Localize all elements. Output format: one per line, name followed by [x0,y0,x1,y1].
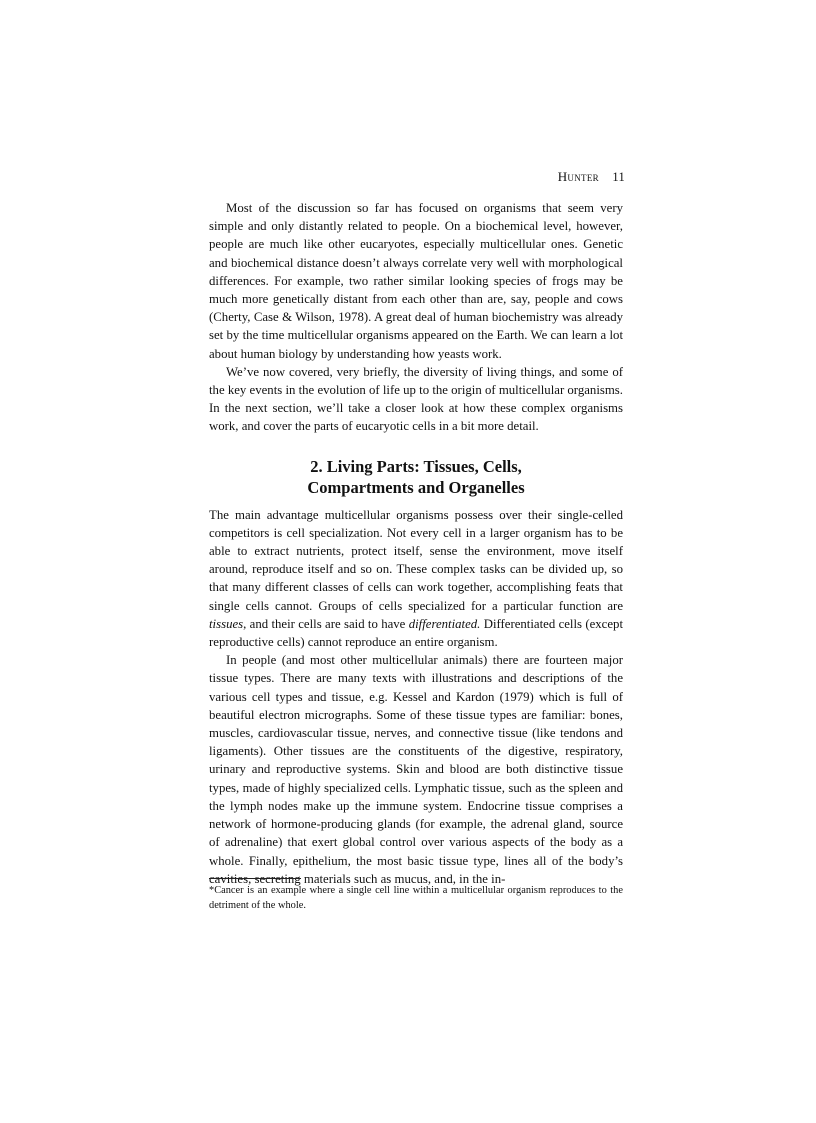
section-paragraph-1-part-a: The main advantage multicellular organisms possess over their single-celled competitors is cell specialization. Not every cell in a larger organism has to be able to extract nutrients, protect itself, sense the environment, move itself around, reproduce itself and so on. These complex tasks can be divided up, so that many different classes of cells can work together, accomplishing feats that single cells cannot. Groups of cells specialized for a particular function are [209,507,623,613]
section-heading-line-2: Compartments and Organelles [307,477,525,497]
running-head-author: Hunter [557,169,599,184]
section-paragraph-1 [209,506,623,652]
section-paragraph-1-part-c: Differentiated cells (except reproductive cells) cannot reproduce an entire organism. [209,616,623,650]
section-heading [209,456,623,498]
page-number: 11 [612,170,625,184]
section-paragraph-2: In people (and most other multicellular animals) there are fourteen major tissue types. There are many texts with illustrations and descriptions of the various cell types and tissue, e.g. Kessel and Kardon (1979) which is full of beautiful electron micrographs. Some of these tissue types are familiar: bones, muscles, cardiovascular tissue, nerves, and connective tissue (like tendons and ligaments). Other tissues are the constituents of the digestive, respiratory, urinary and reproductive systems. Skin and blood are both distinctive tissue types, made of highly specialized cells. Lymphatic tissue, such as the spleen and the lymph nodes make up the immune system. Endocrine tissue comprises a network of hormone-producing glands (for example, the adrenal gland, source of adrenaline) that exert global control over various aspects of the body as a whole. Finally, epithelium, the most basic tissue type, lines all of the body’s cavities, secreting materials such as mucus, and, in the in- [209,653,623,886]
section-paragraph-1-part-b: , and their cells are said to have [243,616,409,631]
section-heading-line-1: 2. Living Parts: Tissues, Cells, [310,456,522,476]
footnote: *Cancer is an example where a single cell line within a multicellular organism reproduces to the detriment of the whole. [209,885,623,911]
term-tissues: tissues [209,616,244,631]
body-text [209,199,623,888]
term-differentiated: differentiated. [408,616,481,631]
footnote-rule [209,878,301,879]
running-head [558,169,625,185]
intro-paragraph-1: Most of the discussion so far has focused on organisms that seem very simple and only distantly related to people. On a biochemical level, however, people are much like other eucaryotes, especially multicellular ones. Genetic and biochemical distance doesn’t always correlate very well with morphological differences. For example, two rather similar looking species of frogs may be much more genetically distant from each other than are, say, people and cows (Cherty, Case & Wilson, 1978). A great deal of human biochemistry was already set by the time multicellular organisms appeared on the Earth. We can learn a lot about human biology by understanding how yeasts work. [209,201,623,361]
intro-paragraph-2: We’ve now covered, very briefly, the diversity of living things, and some of the key events in the evolution of life up to the origin of multicellular organisms. In the next section, we’ll take a closer look at how these complex organisms work, and cover the parts of eucaryotic cells in a bit more detail. [209,364,623,434]
